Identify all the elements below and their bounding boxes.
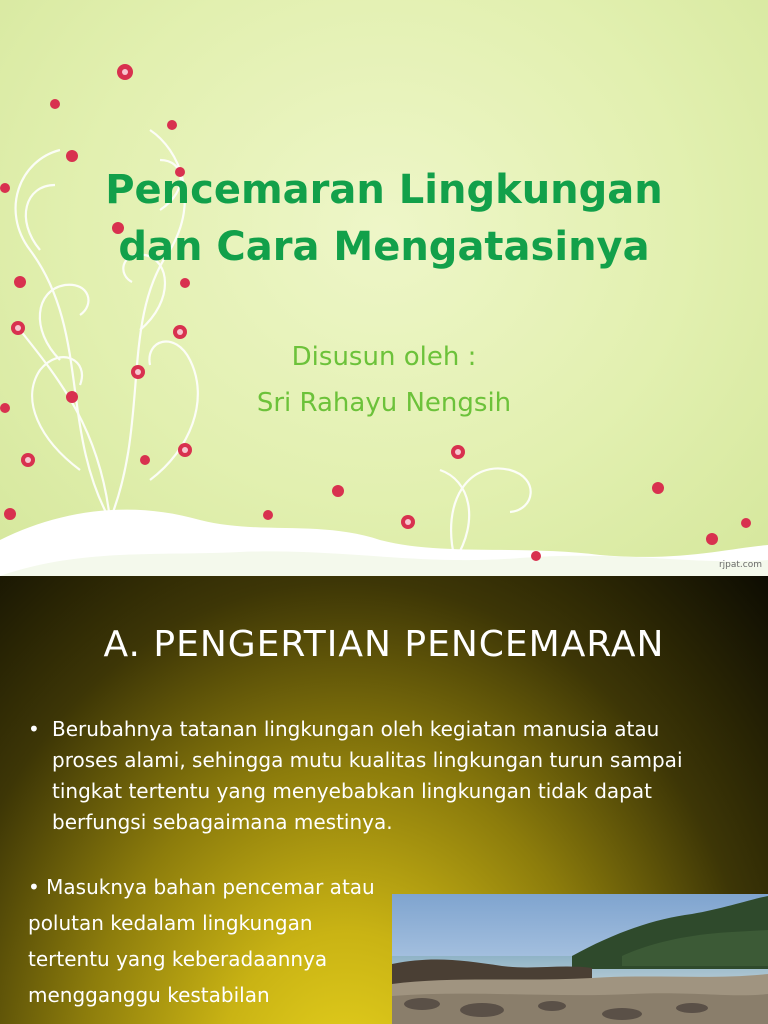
subtitle-author-label: Disusun oleh : bbox=[291, 342, 477, 372]
subtitle-author-name: Sri Rahayu Nengsih bbox=[256, 388, 512, 418]
slide-title: Pencemaran Lingkungan dan Cara Mengatasinya bbox=[105, 167, 663, 270]
bullet-text: Berubahnya tatanan lingkungan oleh kegiatan manusia atau proses alami, sehingga mutu kualitas lingkungan turun sampai tingkat tertentu yang menyebabkan lingkungan tidak dapat berfungsi sebagaimana mestinya. bbox=[52, 717, 683, 834]
bullet-marker: • bbox=[28, 717, 40, 741]
slide-heading: A. PENGERTIAN PENCEMARAN bbox=[103, 624, 665, 665]
coastline-photo bbox=[392, 894, 768, 1024]
bullet-item bbox=[28, 869, 388, 1013]
watermark: rjpat.com bbox=[718, 560, 762, 570]
bullet-item bbox=[28, 714, 728, 838]
bullet-text: Masuknya bahan pencemar atau polutan kedalam lingkungan tertentu yang keberadaannya mengganggu kestabilan bbox=[28, 875, 375, 1007]
content-slide bbox=[0, 576, 768, 1024]
slide-subtitle bbox=[60, 334, 708, 426]
bullet-marker: • bbox=[28, 875, 40, 899]
coastline-icon bbox=[392, 894, 768, 1024]
